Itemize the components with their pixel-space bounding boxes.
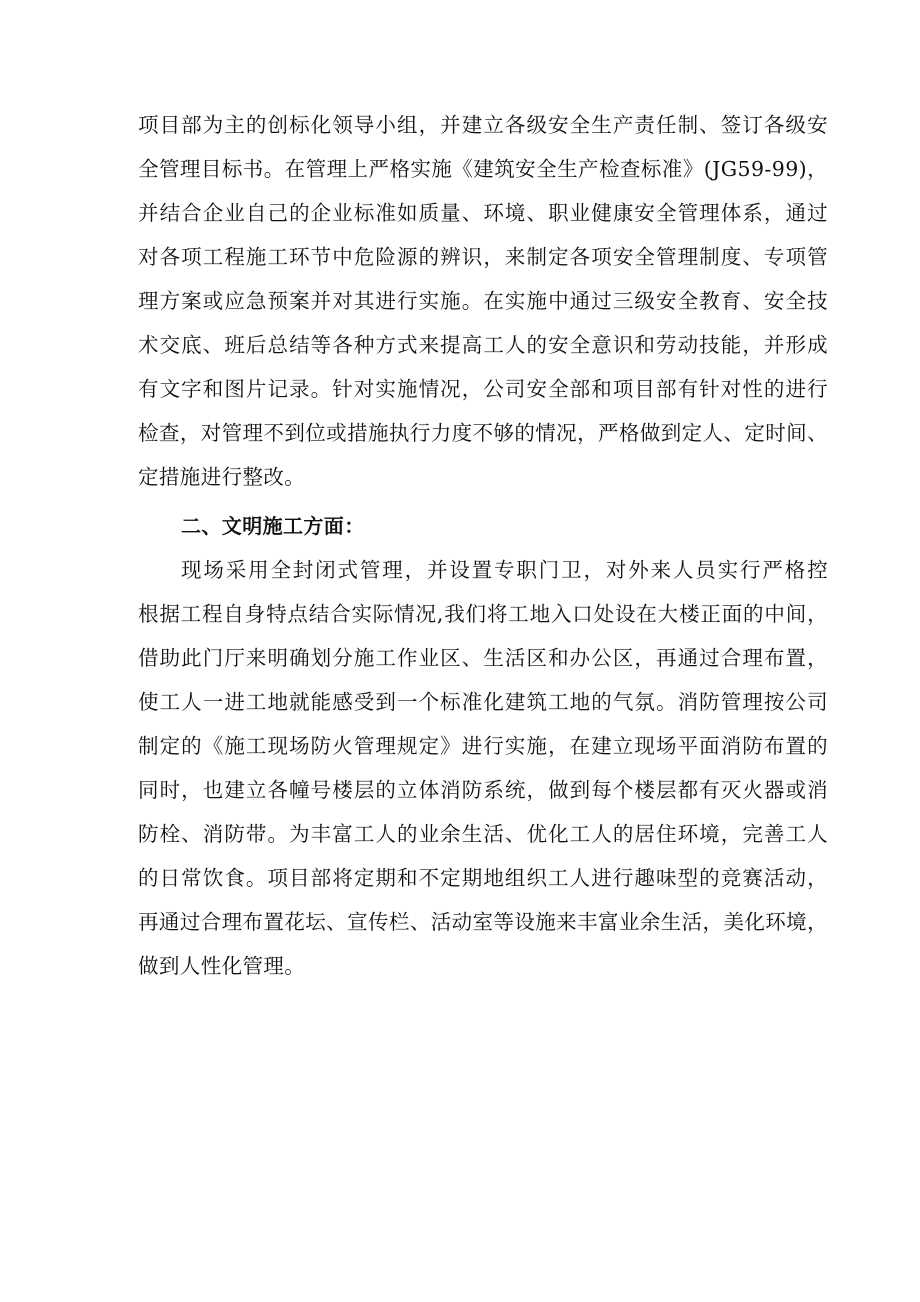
- paragraph-line: 根据工程自身特点结合实际情况,我们将工地入口处设在大楼正面的中间，: [138, 602, 828, 626]
- paragraph-line: 使工人一进工地就能感受到一个标准化建筑工地的气氛。消防管理按公司: [138, 690, 828, 714]
- paragraph-line: 定措施进行整改。: [138, 465, 306, 489]
- paragraph-line: 全管理目标书。在管理上严格实施《建筑安全生产检查标准》(JG59-99)，: [138, 157, 828, 181]
- paragraph-line: 项目部为主的创标化领导小组，并建立各级安全生产责任制、签订各级安: [138, 113, 828, 137]
- paragraph-line: 借助此门厅来明确划分施工作业区、生活区和办公区，再通过合理布置，: [138, 646, 828, 670]
- paragraph-line: 术交底、班后总结等各种方式来提高工人的安全意识和劳动技能，并形成: [138, 333, 828, 357]
- paragraph-line: 现场采用全封闭式管理，并设置专职门卫，对外来人员实行严格控: [181, 558, 828, 582]
- paragraph-line: 理方案或应急预案并对其进行实施。在实施中通过三级安全教育、安全技: [138, 289, 828, 313]
- paragraph-line: 制定的《施工现场防火管理规定》进行实施，在建立现场平面消防布置的: [138, 734, 828, 758]
- section-heading: 二、文明施工方面：: [181, 514, 365, 538]
- paragraph-line: 并结合企业自己的企业标准如质量、环境、职业健康安全管理体系，通过: [138, 201, 828, 225]
- document-body: [138, 103, 828, 988]
- paragraph-line: 有文字和图片记录。针对实施情况，公司安全部和项目部有针对性的进行: [138, 377, 828, 401]
- paragraph-line: 的日常饮食。项目部将定期和不定期地组织工人进行趣味型的竞赛活动，: [138, 866, 828, 890]
- paragraph-line: 对各项工程施工环节中危险源的辨识，来制定各项安全管理制度、专项管: [138, 245, 828, 269]
- paragraph-line: 同时，也建立各幢号楼层的立体消防系统，做到每个楼层都有灭火器或消: [138, 778, 828, 802]
- civilized-construction-paragraph: [138, 548, 828, 988]
- safety-paragraph: [138, 103, 828, 499]
- paragraph-line: 做到人性化管理。: [138, 954, 306, 978]
- paragraph-line: 再通过合理布置花坛、宣传栏、活动室等设施来丰富业余生活，美化环境，: [138, 910, 828, 934]
- paragraph-line: 防栓、消防带。为丰富工人的业余生活、优化工人的居住环境，完善工人: [138, 822, 828, 846]
- paragraph-line: 检查，对管理不到位或措施执行力度不够的情况，严格做到定人、定时间、: [138, 421, 828, 445]
